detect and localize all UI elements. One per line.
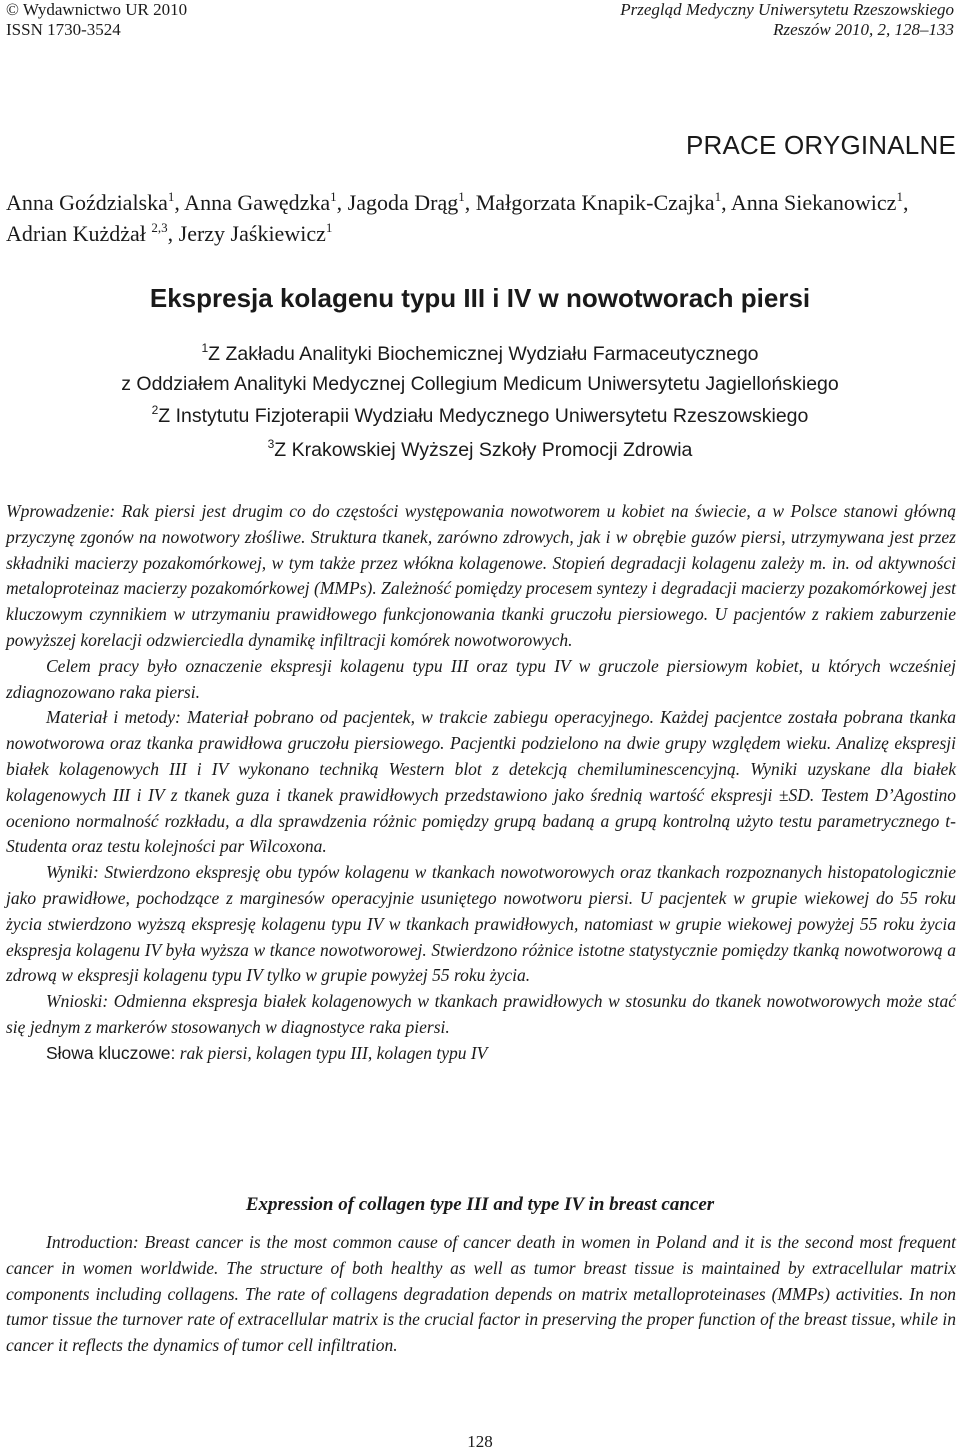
- page-number: 128: [467, 1432, 493, 1451]
- affiliation-marker: 1: [167, 189, 175, 204]
- journal-name: Przegląd Medyczny Uniwersytetu Rzeszowskiego: [620, 0, 954, 19]
- issn-line: ISSN 1730-3524: [6, 20, 121, 39]
- abstract-conclusions: Wnioski: Odmienna ekspresja białek kolagenowych w tkankach prawidłowych w stosunku do tkanek nowotworowych może stać się jednym z markerów stosowanych w diagnostyce raka piersi.: [6, 991, 956, 1037]
- keywords-text: rak piersi, kolagen typu III, kolagen typu IV: [175, 1042, 488, 1063]
- article-title: Ekspresja kolagenu typu III i IV w nowotworach piersi: [149, 283, 811, 313]
- author-name: , Jerzy Jaśkiewicz: [167, 221, 326, 246]
- abstract-results: Wyniki: Stwierdzono ekspresję obu typów kolagenu w tkankach nowotworowych oraz tkankach rozpoznanych histopatologicznie jako prawidłowe, pochodzące z marginesów operacyjnie usuniętego nowotworu piersi. U pacjentek w grupie wiekowej do 55 roku życia stwierdzono wyższą ekspresję kolagenu typu IV w tkankach prawidłowych, natomiast w grupie wiekowej powyżej 55 roku życia ekspresja kolagenu IV była wyższa w tkance nowotworowej. Stwierdzono różnice istotne statystycznie pomiędzy tkanką nowotworową a zdrową w ekspresji kolagenu typu IV tylko w grupie powyżej 55 roku życia.: [6, 862, 956, 986]
- affiliation-text: Z Zakładu Analityki Biochemicznej Wydziału Farmaceutycznego: [208, 343, 759, 365]
- affiliation-line: [0, 404, 960, 428]
- author-name: , Adrian Kużdżał: [6, 190, 909, 246]
- affiliation-marker: 3: [267, 437, 275, 451]
- affiliation-line: [0, 342, 960, 366]
- keywords-line: [6, 1041, 956, 1067]
- affiliation-marker: 1: [458, 189, 465, 204]
- affiliation-marker: 1: [201, 341, 209, 355]
- abstract-polish: [6, 499, 956, 1067]
- section-label: PRACE ORYGINALNE: [685, 130, 956, 160]
- author-name: , Anna Gawędzka: [174, 190, 331, 215]
- author-name: , Małgorzata Knapik-Czajka: [464, 190, 715, 215]
- author-name: , Jagoda Drąg: [336, 190, 459, 215]
- affiliation-marker: 1: [325, 220, 333, 235]
- abstract-english: [6, 1230, 956, 1359]
- affiliation-marker: 1: [330, 189, 337, 204]
- author-name: Anna Goździalska: [6, 190, 168, 215]
- affiliation-line: [0, 372, 960, 396]
- affiliation-marker: 1: [896, 189, 903, 204]
- keywords-label: Słowa kluczowe:: [46, 1042, 176, 1063]
- affiliation-line: [0, 438, 960, 462]
- issue-info: Rzeszów 2010, 2, 128–133: [773, 20, 954, 39]
- english-title: Expression of collagen type III and type IV in breast cancer: [245, 1194, 715, 1215]
- publisher-line: © Wydawnictwo UR 2010: [6, 0, 188, 19]
- affiliation-marker: 1: [714, 189, 722, 204]
- affiliation-text: Z Krakowskiej Wyższej Szkoły Promocji Zdrowia: [274, 439, 693, 461]
- author-name: , Anna Siekanowicz: [721, 190, 897, 215]
- affiliation-marker: 2: [151, 403, 159, 417]
- affiliation-text: z Oddziałem Analityki Medycznej Collegium Medicum Uniwersytetu Jagiellońskiego: [121, 373, 839, 395]
- affiliation-marker: 2,3: [151, 220, 168, 235]
- author-list: [6, 187, 956, 249]
- abstract-aim: Celem pracy było oznaczenie ekspresji kolagenu typu III oraz typu IV w gruczole piersiowym kobiet, u których wcześniej zdiagnozowano raka piersi.: [6, 655, 956, 702]
- affiliation-text: Z Instytutu Fizjoterapii Wydziału Medycznego Uniwersytetu Rzeszowskiego: [158, 405, 809, 427]
- abstract-methods: Materiał i metody: Materiał pobrano od pacjentek, w trakcie zabiegu operacyjnego. Każdej pacjentce została pobrana tkanka nowotworowa oraz tkanka prawidłowa gruczołu piersiowego. Pacjentki podzielono na dwie grupy względem wieku. Analizę ekspresji białek kolagenowych III i IV wykonano techniką Western blot z detekcją chemiluminescencyjną. Wyniki uzyskane dla białek kolagenowych III i IV z tkanek guza i tkanek prawidłowych przedstawiono jako średnią wartość ekspresji ±SD. Testem D’Agostino oceniono normalność rozkładu, a dla sprawdzenia różnic pomiędzy grupą badaną a grupą kontrolną użyto testu parametrycznego t-Studenta oraz testu kolejności par Wilcoxona.: [6, 707, 956, 857]
- abstract-introduction: Wprowadzenie: Rak piersi jest drugim co do częstości występowania nowotworem u kobiet na świecie, a w Polsce stanowi główną przyczynę zgonów na nowotwory złośliwe. Struktura tkanek, zarówno zdrowych, jak i w obrębie guzów piersi, utrzymywana jest przez składniki macierzy pozakomórkowej, w tym także przez włókna kolagenowe. Stopień degradacji kolagenu zależy m. in. od aktywności metaloproteinaz macierzy pozakomórkowej (MMPs). Zależność pomiędzy procesem syntezy i degradacji macierzy pozakomórkowej jest kluczowym czynnikiem w utrzymaniu prawidłowego funkcjonowania tkanki gruczołu piersiowego. U pacjentów z rakiem zaburzenie powyższej korelacji odzwierciedla dynamikę infiltracji komórek nowotworowych.: [6, 501, 956, 650]
- english-introduction: Introduction: Breast cancer is the most common cause of cancer death in women in Poland and it is the second most frequent cancer in women worldwide. The structure of both healthy as well as tumor breast tissue is maintained by extracellular matrix components including collagens. The rate of collagens degradation depends on matrix metalloproteinases (MMPs) activities. In non tumor tissue the turnover rate of extracellular matrix is the crucial factor in preserving the proper function of the breast tissue, while in cancer it reflects the dynamics of tumor cell infiltration.: [6, 1232, 956, 1356]
